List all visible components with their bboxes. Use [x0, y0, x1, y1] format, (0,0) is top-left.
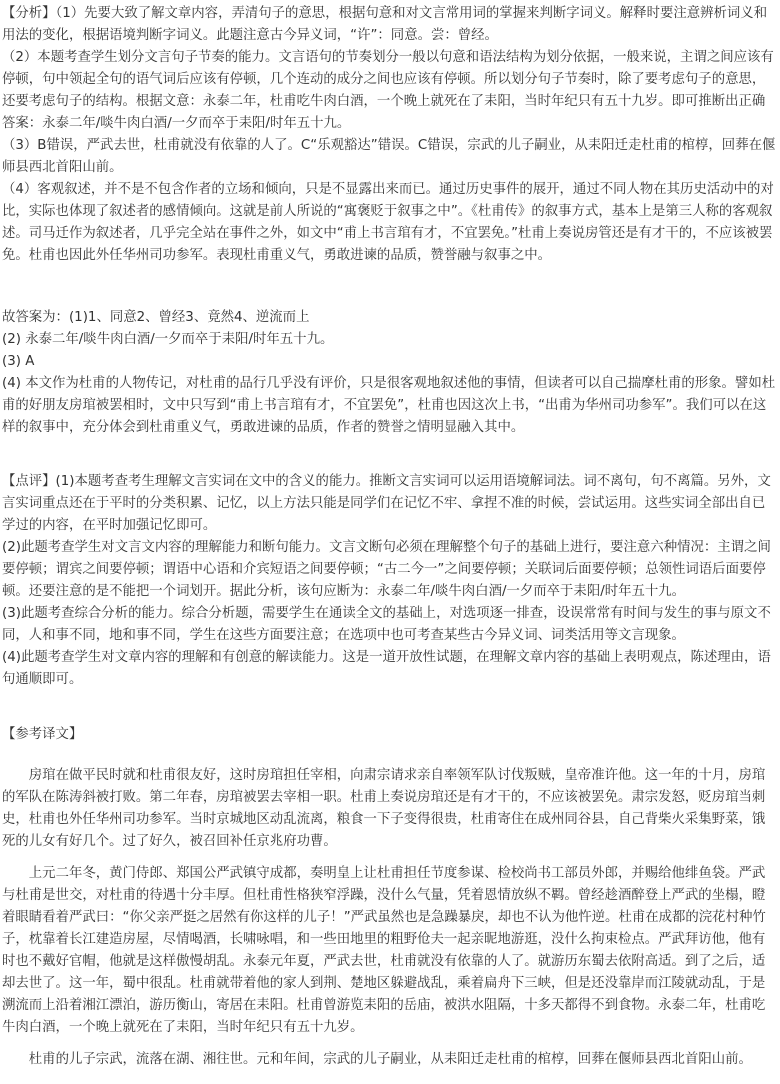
analysis-part-1: 【分析】（1）先要大致了解文章内容，弄清句子的意思，根据句意和对文言常用词的掌握来判断字词义。解释时要注意辨析词义和用法的变化，根据语境判断字词义。此题注意古今异义词，“许”：同意。尝：曾经。	[2, 6, 768, 43]
analysis-part-3: （3）B错误，严武去世，杜甫就没有依靠的人了。C“乐观豁达”错误。C错误，宗武的儿子嗣业，从耒阳迁走杜甫的棺椁，回葬在偃师县西北首阳山前。	[2, 138, 776, 175]
answers-section	[2, 307, 776, 439]
answer-3: (3) A	[2, 354, 35, 369]
translation-paragraph-3: 杜甫的儿子宗武，流落在湖、湘往世。元和年间，宗武的儿子嗣业，从耒阳迁走杜甫的棺椁，回葬在偃师县西北首阳山前。	[28, 1052, 752, 1067]
comment-4: (4)此题考查学生对文章内容的理解和有创意的解读能力。这是一道开放性试题，在理解文章内容的基础上表明观点，陈述理由，语句通顺即可。	[2, 650, 771, 687]
comments-section	[2, 471, 776, 691]
comment-3: (3)此题考查综合分析的能力。综合分析题，需要学生在通读全文的基础上，对选项逐一排查，设误常常有时间与发生的事与原文不同，人和事不同，地和事不同，学生在这些方面要注意；在选项中也可考查某些古今异义词、词类活用等文言现象。	[2, 606, 771, 643]
analysis-part-4: （4）客观叙述，并不是不包含作者的立场和倾向，只是不显露出来而已。通过历史事件的展开，通过不同人物在其历史活动中的对比，实际也体现了叙述者的感情倾向。这就是前人所说的“寓褒贬于叙事之中”。《杜甫传》的叙事方式，基本上是第三人称的客观叙述。司马迁作为叙述者，几乎完全站在事件之外，如文中“甫上书言琯有才，不宜罢免。”杜甫上奏说房管还是有才干的，不应该被罢免。杜甫也因此外任华州司功参军。表现杜甫重义气，勇敢进谏的品质，赞誉融与叙事之中。	[2, 182, 774, 263]
translation-paragraph-1: 房琯在做平民时就和杜甫很友好，这时房琯担任宰相，向肃宗请求亲自率领军队讨伐叛贼，皇帝准许他。这一年的十月，房琯的军队在陈涛斜被打败。第二年春，房琯被罢去宰相一职。杜甫上奏说房琯还是有才干的，不应该被罢免。肃宗发怒，贬房琯当刺史，杜甫也外任华州司功参军。当时京城地区动乱流离，粮食一下子变得很贵，杜甫寄住在成州同谷县，自己背柴火采集野菜，饿死的儿女有好几个。过了好久，被召回补任京兆府功曹。	[2, 768, 766, 849]
comment-1: 【点评】(1)本题考查考生理解文言实词在文中的含义的能力。推断文言实词可以运用语境解词法。词不离句，句不离篇。另外，文言实词重点还在于平时的分类积累、记忆，以上方法只能是同学们在记忆不牢、拿捏不准的时候，尝试运用。这些实词全部出自已学过的内容，在平时加强记忆即可。	[2, 474, 771, 533]
analysis-part-2: （2）本题考查学生划分文言句子节奏的能力。文言语句的节奏划分一般以句意和语法结构为划分依据，一般来说，主谓之间应该有停顿，句中领起全句的语气词后应该有停顿，几个连动的成分之间也应该有停顿。所以划分句子节奏时，除了要考虑句子的意思，还要考虑句子的结构。根据文意：永泰二年，杜甫吃牛肉白酒，一个晚上就死在了耒阳，当时年纪只有五十九岁。即可推断出正确答案：永泰二年/啖牛肉白酒/一夕而卒于耒阳/时年五十九。	[2, 50, 774, 131]
translation-paragraph-2: 上元二年冬，黄门侍郎、郑国公严武镇守成都，奏明皇上让杜甫担任节度参谋、检校尚书工部员外郎，并赐给他绯鱼袋。严武与杜甫是世交，对杜甫的待遇十分丰厚。但杜甫性格狭窄浮躁，没什么气量，凭着恩情放纵不羁。曾经趁酒醉登上严武的坐榻，瞪着眼睛看着严武曰：“你父亲严挺之居然有你这样的儿子！”严武虽然也是急躁暴戾，却也不认为他忤逆。杜甫在成都的浣花村种竹子，枕靠着长江建造房屋，尽情喝酒，长啸咏唱，和一些田地里的粗野伧夫一起亲昵地游逛，没什么拘束检点。严武拜访他，他有时也不戴好官帽，他就是这样傲慢胡乱。永泰元年夏，严武去世，杜甫就没有依靠的人了。就游历东蜀去依附高适。到了之后，适却去世了。这一年，蜀中很乱。杜甫就带着他的家人到荆、楚地区躲避战乱，乘着扁舟下三峡，但是还没靠岸而江陵就动乱，于是溯流而上沿着湘江漂泊，游历衡山，寄居在耒阳。杜甫曾游览耒阳的岳庙，被洪水阻隔，十多天都得不到食物。永泰二年，杜甫吃牛肉白酒，一个晚上就死在了耒阳，当时年纪只有五十九岁。	[2, 866, 766, 1035]
reference-translation-heading: 【参考译文】	[2, 727, 83, 742]
answer-1: 故答案为：(1)1、同意2、曾经3、竟然4、逆流而上	[2, 310, 310, 325]
reference-translation-body	[2, 765, 776, 1071]
analysis-section	[2, 3, 776, 267]
answer-4: (4) 本文作为杜甫的人物传记，对杜甫的品行几乎没有评价，只是很客观地叙述他的事情，但读者可以自己揣摩杜甫的形象。譬如杜甫的好朋友房琯被罢相时，文中只写到“甫上书言琯有才，不宜罢免”，杜甫也因这次上书，“出甫为华州司功参军”。我们可以在这样的叙事中，充分体会到杜甫重义气，勇敢进谏的品质，作者的赞誉之情明显融入其中。	[2, 376, 776, 435]
comment-2: (2)此题考查学生对文言文内容的理解能力和断句能力。文言文断句必须在理解整个句子的基础上进行，要注意六种情况：主谓之间要停顿；谓宾之间要停顿；谓语中心语和介宾短语之间要停顿；“古二今一”之间要停顿；关联词后面要停顿；总领性词语后面要停顿。还要注意的是不能把一个词划开。据此分析，该句应断为：永泰二年/啖牛肉白酒/一夕而卒于耒阳/时年五十九。	[2, 540, 771, 599]
answer-2: (2) 永泰二年/啖牛肉白酒/一夕而卒于耒阳/时年五十九。	[2, 332, 334, 347]
